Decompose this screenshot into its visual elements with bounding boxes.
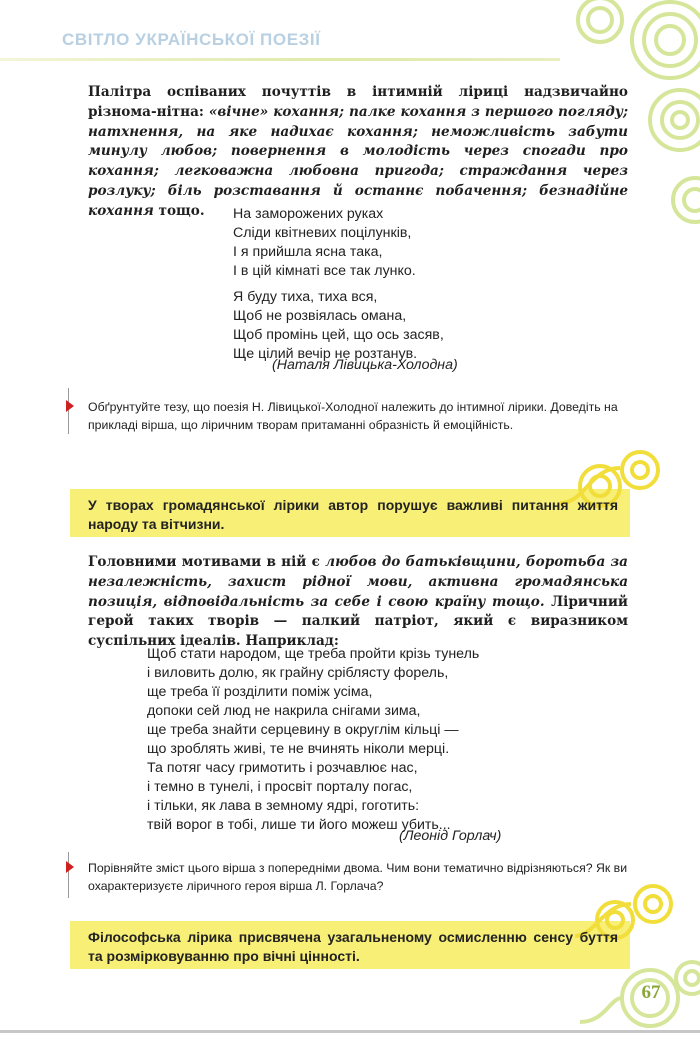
task-marker-icon <box>66 861 74 873</box>
poem-line: Щоб стати народом, ще треба пройти крізь тунель <box>147 646 480 662</box>
poem-horlach <box>147 645 479 835</box>
task-marker-icon <box>66 400 74 412</box>
running-title: СВІТЛО УКРАЇНСЬКОЇ ПОЕЗІЇ <box>62 30 321 49</box>
poem-line: І я прийшла ясна така, <box>233 244 383 260</box>
poem-line: і виловить долю, як грайну сріблясту форель, <box>147 665 449 681</box>
poem-line: На заморожених руках <box>233 206 384 222</box>
civic-tail: Ліричний герой таких творів — палкий патріот, який є виразником суспільних ідеалів. Наприклад: <box>88 593 628 650</box>
intro-lead: Палітра оспіваних почуттів в інтимній ліриці надзвичайно різнома-нітна: <box>88 84 628 120</box>
band-statement: У творах громадянської лірики автор порушує важливі питання життя народу та вітчизни. <box>88 497 618 532</box>
poem-line: і тільки, як лава в земному ядрі, гоготить: <box>147 798 420 814</box>
poem-line: Щоб промінь цей, що ось засяв, <box>233 327 444 343</box>
civic-italic: любов до батьківщини, боротьба за незалежність, захист рідної мови, активна громадянська позиція, відповідальність за себе і свою країну тощо. <box>88 554 628 610</box>
civic-lead: Головними мотивами в ній є <box>88 554 326 570</box>
footer-rule <box>0 1030 700 1033</box>
poem-line: що зроблять живі, те не вчинять ніколи мерці. <box>147 741 450 757</box>
task-question: Порівняйте зміст цього вірша з попередніми двома. Чим вони тематично відрізняються? Як ви охарактеризуєте ліричного героя вірша Л. Горлача? <box>88 861 628 893</box>
intro-italic: «вічне» кохання; палке кохання з першого погляду; натхнення, на яке надихає кохання; неможливість забути минулу любов; повернення в молодість через спогади про кохання; легковажна любовна пригода; страждання через розлуку; біль розставання й останнє побачення; безнадійне кохання <box>88 103 628 219</box>
poem-author: (Леонід Горлач) <box>399 828 502 844</box>
task-question: Обґрунтуйте тезу, що поезія Н. Лівицької-Холодної належить до інтимної лірики. Доведіть на прикладі вірша, що ліричним творам притаманні образність й емоційність. <box>88 400 618 432</box>
poem-line: ще треба її розділити поміж усіма, <box>147 684 373 700</box>
page-header <box>0 0 700 70</box>
poem-line: Щоб не розвіялась омана, <box>233 308 407 324</box>
intro-paragraph <box>88 83 628 222</box>
poem-livytska <box>233 205 444 364</box>
poem-author: (Наталя Лівицька-Холодна) <box>272 357 458 373</box>
poem-line: допоки сей люд не накрила снігами зима, <box>147 703 421 719</box>
intro-tail: тощо. <box>153 202 205 219</box>
poem-line: твій ворог в тобі, лише ти його можеш убить... <box>147 817 451 833</box>
civic-paragraph <box>88 553 628 652</box>
poem-line: Ще цілий вечір не розтанув. <box>233 346 418 362</box>
poem-line: і темно в тунелі, і просвіт порталу погас, <box>147 779 413 795</box>
poem-line: Я буду тиха, тиха вся, <box>233 289 378 305</box>
page-number: 67 <box>641 982 661 1003</box>
poem-line: Та потяг часу гримотить і розчавлює нас, <box>147 760 418 776</box>
poem-line: Сліди квітневих поцілунків, <box>233 225 412 241</box>
band-statement: Філософська лірика присвячена узагальненому осмисленню сенсу буття та розмірковуванню про вічні цінності. <box>88 929 618 964</box>
poem-line: І в цій кімнаті все так лунко. <box>233 263 416 279</box>
poem-line: ще треба знайти серцевину в округлім кільці — <box>147 722 459 738</box>
header-rule <box>0 58 560 61</box>
task-rule <box>68 852 69 898</box>
